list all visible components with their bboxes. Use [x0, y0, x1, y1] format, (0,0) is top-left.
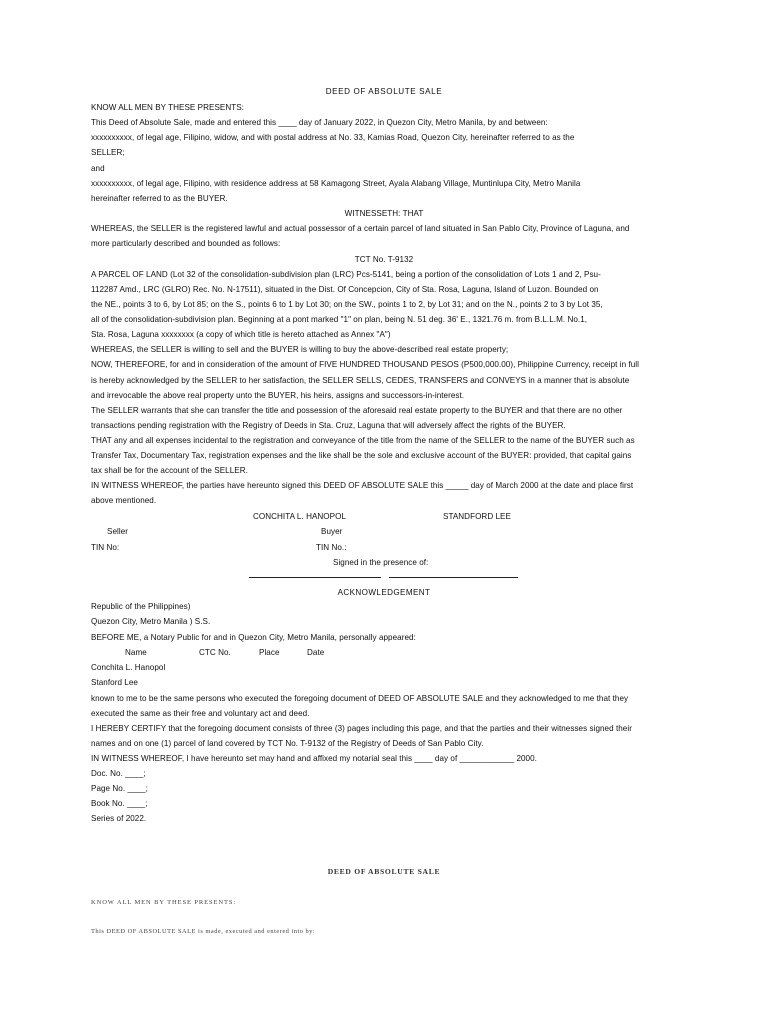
- before-me-line: BEFORE ME, a Notary Public for and in Quezon City, Metro Manila, personally appeared:: [91, 633, 416, 642]
- venue-line: Quezon City, Metro Manila ) S.S.: [91, 617, 211, 626]
- seller-description: xxxxxxxxxx, of legal age, Filipino, widow, and with postal address at No. 33, Kamias Road, Quezon City, hereinafter referred to as the: [91, 133, 575, 142]
- parcel-description-2: 112287 Amd., LRC (GLRO) Rec. No. N-17511), situated in the Dist. Of Concepcion, City of Sta. Rosa, Laguna, Island of Luzon. Bounded on: [91, 285, 599, 294]
- witnesseth-heading: WITNESSETH: THAT: [344, 209, 424, 218]
- opening-paragraph: This Deed of Absolute Sale, made and entered this ____ day of January 2022, in Quezon City, Metro Manila, by and between:: [91, 118, 548, 127]
- consideration-clause-1: NOW, THEREFORE, for and in consideration of the amount of FIVE HUNDRED THOUSAND PESOS (P500,000.00), Philippine Currency, receipt in full: [91, 360, 639, 369]
- expenses-clause-3: tax shall be for the account of the SELLER.: [91, 466, 248, 475]
- deed-title: DEED OF ABSOLUTE SALE: [325, 87, 443, 96]
- second-deed-title: DEED OF ABSOLUTE SALE: [327, 867, 441, 876]
- seller-description-end: SELLER;: [91, 148, 125, 157]
- buyer-signatory-name: STANDFORD LEE: [443, 512, 511, 521]
- parcel-description-1: A PARCEL OF LAND (Lot 32 of the consolidation-subdivision plan (LRC) Pcs-5141, being a portion of the consolidation of Lots 1 and 2, Psu-: [91, 270, 601, 279]
- witness-signature-line-1: [249, 577, 381, 578]
- doc-number: Doc. No. ____;: [91, 769, 146, 778]
- column-header-date: Date: [307, 648, 325, 657]
- presence-label: Signed in the presence of:: [333, 558, 429, 567]
- column-header-place: Place: [259, 648, 280, 657]
- appeared-person-1: Conchita L. Hanopol: [91, 663, 166, 672]
- seller-role-label: Seller: [107, 527, 128, 536]
- warranty-clause-2: transactions pending registration with the Registry of Deeds in Sta. Cruz, Laguna that will adversely affect the rights of the BUYER.: [91, 421, 566, 430]
- certify-clause-2: names and on one (1) parcel of land covered by TCT No. T-9132 of the Registry of Deeds of San Pablo City.: [91, 739, 484, 748]
- republic-line: Republic of the Philippines): [91, 602, 191, 611]
- known-clause-1: known to me to be the same persons who executed the foregoing document of DEED OF ABSOLUTE SALE and they acknowledged to me that they: [91, 694, 629, 703]
- second-opening-paragraph: This DEED OF ABSOLUTE SALE is made, executed and entered into by:: [91, 928, 316, 935]
- tct-number: TCT No. T-9132: [354, 255, 414, 264]
- known-clause-2: executed the same as their free and voluntary act and deed.: [91, 709, 310, 718]
- warranty-clause-1: The SELLER warrants that she can transfer the title and possession of the aforesaid real estate property to the BUYER and that there are no other: [91, 406, 623, 415]
- consideration-clause-2: is hereby acknowledged by the SELLER to her satisfaction, the SELLER SELLS, CEDES, TRANSFERS and CONVEYS in a manner that is absolute: [91, 376, 630, 385]
- appeared-person-2: Stanford Lee: [91, 678, 138, 687]
- second-intro-heading: KNOW ALL MEN BY THESE PRESENTS:: [91, 899, 237, 906]
- column-header-name: Name: [125, 648, 147, 657]
- intro-heading: KNOW ALL MEN BY THESE PRESENTS:: [91, 103, 244, 112]
- seller-tin-label: TIN No:: [91, 543, 120, 552]
- expenses-clause-1: THAT any and all expenses incidental to the registration and conveyance of the title from the name of the SELLER to the name of the BUYER such as: [91, 436, 635, 445]
- consideration-clause-3: and irrevocable the above real property unto the BUYER, his heirs, assigns and successors-in-interest.: [91, 391, 465, 400]
- buyer-role-label: Buyer: [321, 527, 343, 536]
- buyer-description-end: hereinafter referred to as the BUYER.: [91, 194, 228, 203]
- series-year: Series of 2022.: [91, 814, 147, 823]
- notarial-clause: IN WITNESS WHEREOF, I have hereunto set may hand and affixed my notarial seal this ____ day of ____________ 2000.: [91, 754, 537, 763]
- whereas-clause-1: WHEREAS, the SELLER is the registered lawful and actual possessor of a certain parcel of land situated in San Pablo City, Province of Laguna, and: [91, 224, 630, 233]
- witness-clause-1: IN WITNESS WHEREOF, the parties have hereunto signed this DEED OF ABSOLUTE SALE this _____ day of March 2000 at the date and place first: [91, 481, 634, 490]
- page-number: Page No. ____;: [91, 784, 148, 793]
- buyer-tin-label: TIN No.:: [316, 543, 347, 552]
- witness-clause-2: above mentioned.: [91, 496, 157, 505]
- expenses-clause-2: Transfer Tax, Documentary Tax, registration expenses and the like shall be the sole and exclusive account of the BUYER: provided, that capital gains: [91, 451, 632, 460]
- whereas-clause-1-end: more particularly described and bounded as follows:: [91, 239, 281, 248]
- parcel-description-4: all of the consolidation-subdivision plan. Beginning at a pont marked "1" on plan, being N. 51 deg. 36' E., 1321.76 m. from B.L.L.M. No.1,: [91, 315, 588, 324]
- parcel-description-5: Sta. Rosa, Laguna xxxxxxxx (a copy of which title is hereto attached as Annex "A"): [91, 330, 391, 339]
- buyer-description: xxxxxxxxxx, of legal age, Filipino, with residence address at 58 Kamagong Street, Ayala Alabang Village, Muntinlupa City, Metro Manila: [91, 179, 581, 188]
- certify-clause-1: I HEREBY CERTIFY that the foregoing document consists of three (3) pages including this page, and that the parties and their witnesses signed their: [91, 724, 632, 733]
- and-conjunction: and: [91, 164, 105, 173]
- whereas-clause-2: WHEREAS, the SELLER is willing to sell and the BUYER is willing to buy the above-described real estate property;: [91, 345, 509, 354]
- witness-signature-line-2: [389, 577, 518, 578]
- parcel-description-3: the NE., points 3 to 6, by Lot 85; on the S., points 6 to 1 by Lot 30; on the SW., points 1 to 2, by Lot 31; and on the N., points 2 to 3 by Lot 35,: [91, 300, 603, 309]
- seller-signatory-name: CONCHITA L. HANOPOL: [253, 512, 346, 521]
- book-number: Book No. ____;: [91, 799, 148, 808]
- acknowledgement-heading: ACKNOWLEDGEMENT: [337, 588, 431, 597]
- column-header-ctc: CTC No.: [199, 648, 231, 657]
